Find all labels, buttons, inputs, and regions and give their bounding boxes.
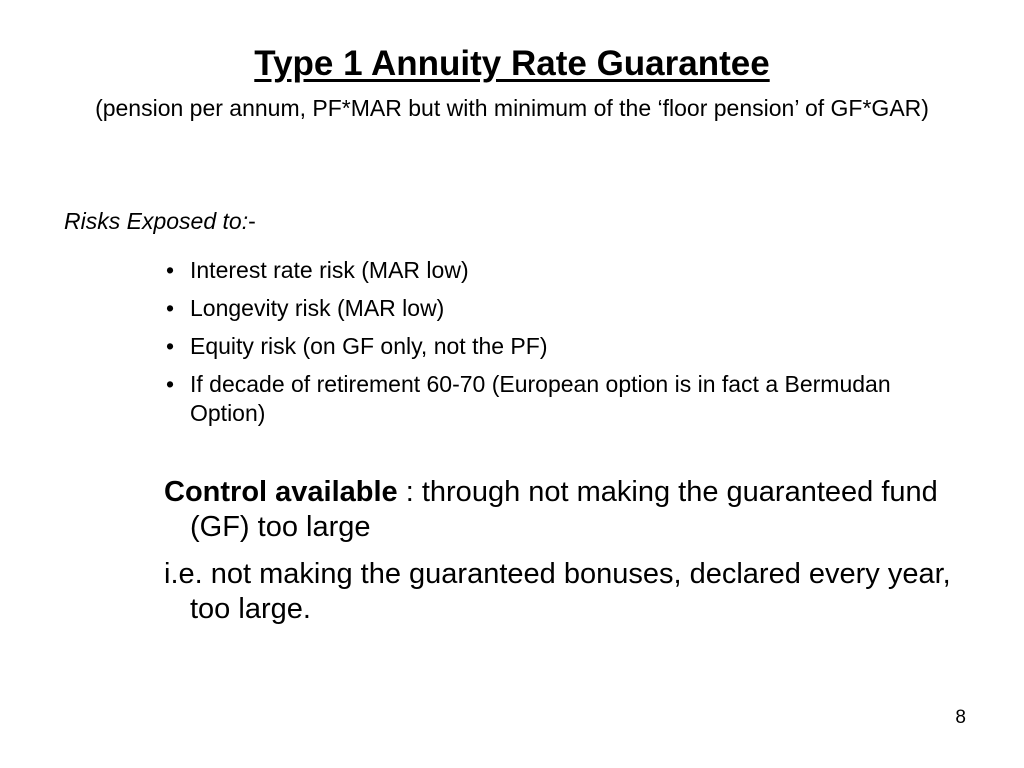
bullet-icon: • [166, 257, 175, 283]
slide-title: Type 1 Annuity Rate Guarantee [254, 44, 770, 83]
risks-heading-suffix: - [248, 208, 256, 234]
bullet-icon: • [166, 371, 175, 397]
risk-list [164, 256, 964, 437]
control-paragraph [164, 475, 964, 545]
list-item [164, 370, 964, 428]
control-label: Control available [164, 476, 398, 508]
risk-text: Longevity risk (MAR low) [190, 295, 445, 321]
bullet-icon: • [166, 333, 175, 359]
risks-heading [64, 206, 256, 236]
risk-text: Equity risk (on GF only, not the PF) [190, 333, 548, 359]
slide-subtitle: (pension per annum, PF*MAR but with minimum of the ‘floor pension’ of GF*GAR) [95, 95, 929, 121]
risk-text: Interest rate risk (MAR low) [190, 257, 469, 283]
list-item [164, 256, 964, 285]
page-number: 8 [955, 707, 966, 728]
list-item [164, 294, 964, 323]
risks-heading-label: Risks Exposed to: [64, 208, 249, 234]
risk-text: If decade of retirement 60-70 (European option is in fact a Bermudan Option) [190, 371, 891, 426]
control-section [164, 475, 964, 639]
control-text: : through not making the guaranteed fund (GF) too large [190, 476, 938, 543]
bullet-icon: • [166, 295, 175, 321]
list-item [164, 332, 964, 361]
control-note: i.e. not making the guaranteed bonuses, declared every year, too large. [164, 558, 951, 625]
